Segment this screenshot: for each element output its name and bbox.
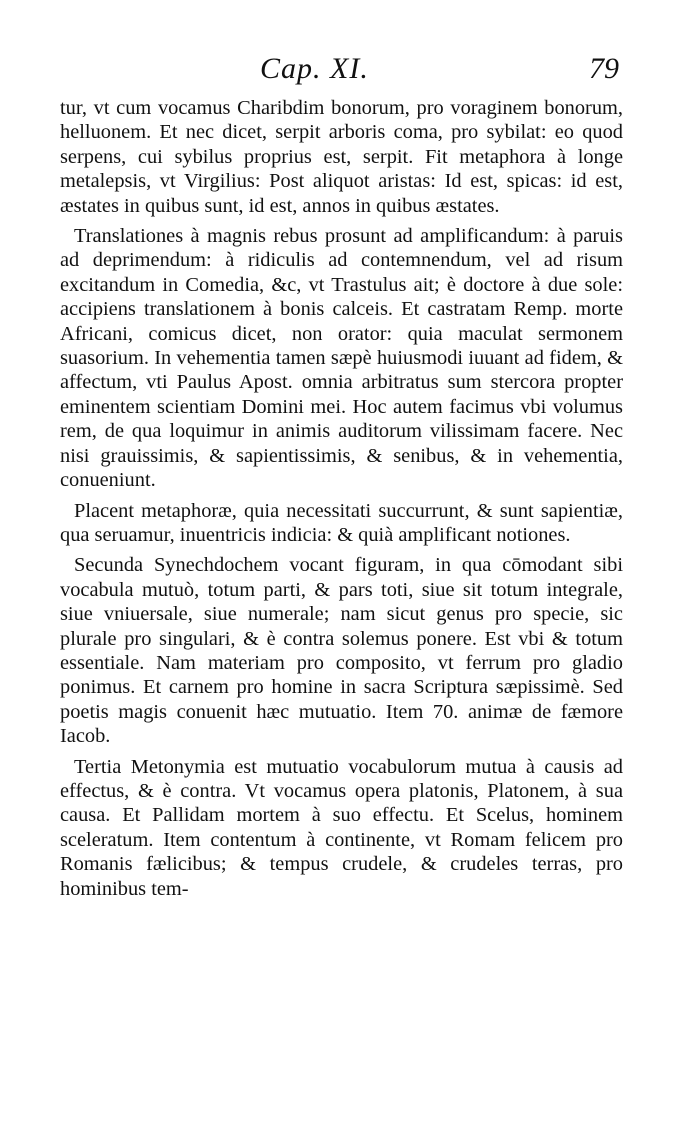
paragraph: Translationes à magnis rebus prosunt ad amplificandum: à paruis ad deprimendum: à ridiculis ad contemnendum, vel ad risum excitandum in Comedia, &c, vt Trastulus ait; è doctore à due sole: accipiens translationem à bonis calceis. Et castratam Remp. morte Africani, comicus dicet, non orator: quia maculat sermonem suasorium. In vehementia tamen sæpè huiusmodi iuuant ad fidem, & affectum, vti Paulus Apost. omnia arbitratus sum stercora propter eminentem scientiam Domini mei. Hoc autem facimus vbi volumus rem, de qua loquimur in animis auditorum vilissimam facere. Nec nisi grauissimis, & sapientissimis, & senibus, & in vehementia, conueniunt.: [60, 225, 623, 492]
paragraph: Placent metaphoræ, quia necessitati succurrunt, & sunt sapientiæ, qua seruamur, inuentricis indicia: & quià amplificant notiones.: [60, 499, 623, 546]
body-text: [60, 96, 623, 901]
paragraph: Secunda Synechdochem vocant figuram, in qua cōmodant sibi vocabula mutuò, totum parti, & pars toti, siue sit totum integrale, siue vniuersale, siue numerale; nam sicut genus pro specie, sic plurale pro singulari, & è contra solemus ponere. Est vbi & totum essentiale. Nam materiam pro composito, vt ferrum pro gladio ponimus. Et carnem pro homine in sacra Scriptura sæpissimè. Sed poetis magis conuenit hæc mutuatio. Item 70. animæ de fæmore Iacob.: [60, 554, 623, 748]
paragraph: tur, vt cum vocamus Charibdim bonorum, pro voraginem bonorum, helluonem. Et nec dicet, serpit arboris coma, pro sybilat: eo quod serpens, cui sybilus proprius est, serpit. Fit metaphora à longe metalepsis, vt Virgilius: Post aliquot aristas: Id est, spicas: id est, æstates in quibus sunt, id est, annos in quibus æstates.: [60, 97, 623, 217]
page-header: [60, 52, 623, 96]
paragraph: Tertia Metonymia est mutuatio vocabulorum mutua à causis ad effectus, & è contra. Vt vocamus opera platonis, Platonem, à sua causa. Et Pallidam mortem à suo effectu. Et Scelus, hominem sceleratum. Item contentum à continente, vt Romam felicem pro Romanis fælicibus; & tempus crudele, & crudeles terras, pro hominibus tem-: [60, 755, 623, 900]
running-head: Cap. XI.: [260, 52, 369, 85]
page-number: 79: [589, 52, 619, 85]
